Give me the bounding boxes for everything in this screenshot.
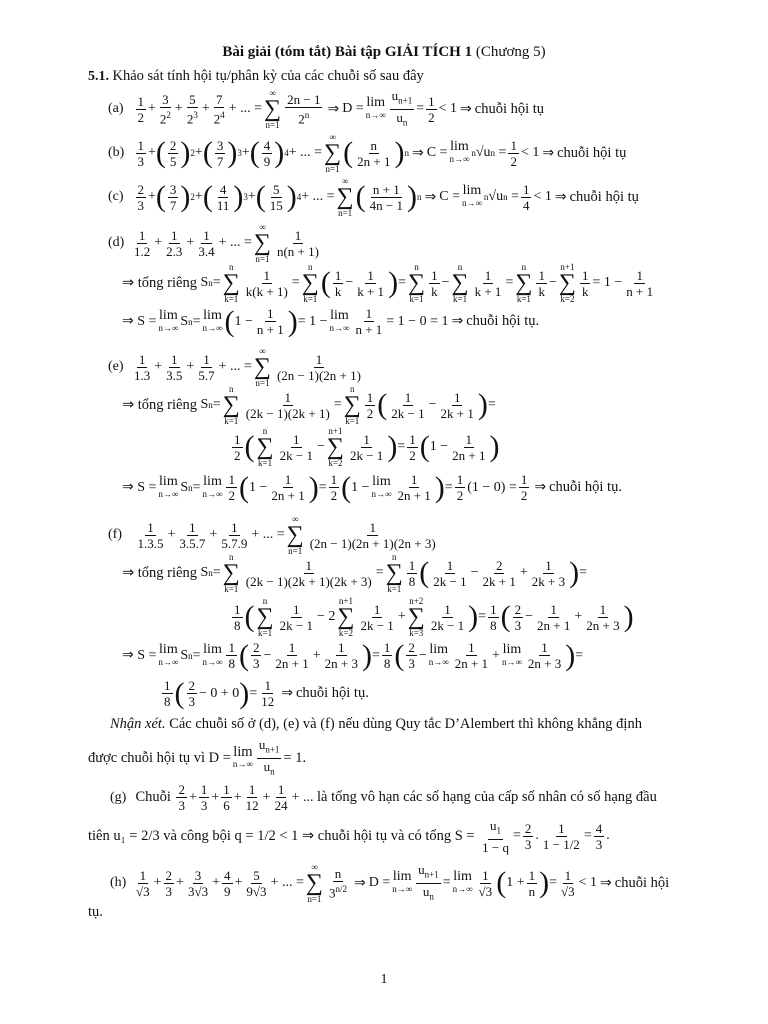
remark: Nhận xét. Các chuỗi số ở (d), (e) và (f) nếu dùng Quy tắc D’Alembert thì không khẳng định được chuỗi hội tụ vì D = lim n→∞ $\frac{u_{n+1}}{u_n}$ = 1. bbox=[88, 716, 642, 777]
item-h-tail bbox=[88, 904, 103, 921]
item-f-label: (f) bbox=[108, 527, 122, 542]
remark-text-2: được chuỗi hội tụ vì bbox=[88, 749, 206, 766]
item-a-label: (a) bbox=[108, 101, 124, 117]
problem-statement bbox=[88, 68, 424, 85]
item-a: (a) $\frac{1}{2}$ + $\frac{3}{2^2}$ + $\frac{5}{2^3}$ + $\frac{7}{2^4}$ + ... = ∞ ∑ n=1 $\frac{2n - 1}{2^n}$ ⇒ D = lim n→∞ $\frac{u_{n+1}}{u_n}$ = $\frac{1}{2}$ < 1 ⇒ chuỗi hội tụ bbox=[108, 88, 545, 131]
item-g-text-1: Chuỗi bbox=[135, 789, 171, 805]
item-h-tail-text: tụ. bbox=[88, 904, 103, 920]
item-f-partial-label: ⇒ tổng riêng bbox=[122, 564, 197, 581]
remark-text-1: Các chuỗi số ở (d), (e) và (f) nếu dùng Quy tắc D’Alembert thì không khẳng định bbox=[169, 716, 642, 732]
item-g-cont: tiên u₁ = 2/3 và công bội q = 1/2 < 1 ⇒ chuỗi hội tụ và có tổng S = $\frac{u_1}{1 - q}$ = $\frac{2}{3}$ . $\frac{1}{1 - 1/2}$ = $\frac{4}{3}$ . bbox=[88, 818, 610, 855]
item-e-partial-label: ⇒ tổng riêng bbox=[122, 396, 197, 413]
item-d-limit: ⇒ S = lim n→∞ S n = lim n→∞ ( 1 − $\frac{1}{n + 1}$ ) = 1 − lim n→∞ $\frac{1}{n + 1}$ = 1 − 0 = 1 ⇒ chuỗi hội tụ. bbox=[122, 304, 540, 338]
problem-text: Khảo sát tính hội tụ/phân kỳ của các chuỗi số sau đây bbox=[112, 68, 424, 84]
remark-lead: Nhận xét. bbox=[110, 716, 166, 732]
page-title bbox=[0, 44, 768, 61]
item-g-label: (g) bbox=[110, 789, 127, 805]
item-f-partial-sum: ⇒ tổng riêng S n = n ∑ k=1 $\frac{1}{(2k - 1)(2k + 1)(2k + 3)}$ = n ∑ k=1 $\frac{1}{8}$ ( $\frac{1}{2k - 1}$ − $\frac{2}{2k + 1}$ + $\frac{1}{2k + 3}$ ) = bbox=[122, 552, 588, 594]
item-e-label: (e) bbox=[108, 359, 124, 374]
item-f-conclusion: chuỗi hội tụ. bbox=[295, 685, 369, 701]
item-g: (g) Chuỗi $\frac{2}{3}$ + $\frac{1}{3}$ + $\frac{1}{6}$ + $\frac{1}{12}$ + $\frac{1}{24}$ + ... là tổng vô hạn các số hạng của cấp số nhân có số hạng đầu bbox=[110, 782, 657, 813]
item-b-conclusion: chuỗi hội tụ bbox=[557, 144, 627, 161]
item-f-limit: ⇒ S = lim n→∞ S n = lim n→∞ $\frac{1}{8}$ ( $\frac{2}{3}$ − $\frac{1}{2n + 1}$ + $\frac{1}{2n + 3}$ ) = $\frac{1}{8}$ ( $\frac{2}{3}$ − lim n→∞ $\frac{1}{2n + 1}$ + lim n→∞ $\frac{1}{2n + 3}$ ) = bbox=[122, 638, 584, 672]
item-e-partial-sum-cont: $\frac{1}{2}$ ( n ∑ k=1 $\frac{1}{2k - 1}$ − n+1 ∑ k=2 $\frac{1}{2k - 1}$ ) = $\frac{1}{2}$ ( 1 − $\frac{1}{2n + 1}$ ) bbox=[234, 426, 500, 468]
item-f-result: $\frac{1}{8}$ ( $\frac{2}{3}$ − 0 + 0 ) = $\frac{1}{12}$ ⇒ chuỗi hội tụ. bbox=[164, 676, 369, 710]
problem-number: 5.1. bbox=[88, 68, 109, 84]
item-f: (f) $\frac{1}{1.3.5}$ + $\frac{1}{3.5.7}$ + $\frac{1}{5.7.9}$ + ... = ∞ ∑ n=1 $\frac{1}{(2n - 1)(2n + 1)(2n + 3)}$ bbox=[108, 514, 436, 556]
item-b-label: (b) bbox=[108, 145, 125, 160]
item-c: (c) $\frac{2}{3}$ + ( $\frac{3}{7}$ ) 2 + ( $\frac{4}{11}$ ) 3 + ( $\frac{5}{15}$ ) 4 + ... = ∞ ∑ n=1 ( $\frac{n + 1}{4n - 1}$ ) n ⇒ C = lim n→∞ n √u n = $\frac{1}{4}$ < 1 ⇒ chuỗi hội tụ bbox=[108, 176, 639, 218]
item-g-text-2: là tổng vô hạn các số hạng của cấp số nhân có số hạng đầu bbox=[316, 789, 657, 805]
item-h-label: (h) bbox=[110, 875, 127, 891]
item-h-conclusion: chuỗi hội bbox=[614, 874, 670, 891]
item-d: (d) $\frac{1}{1.2}$ + $\frac{1}{2.3}$ + $\frac{1}{3.4}$ + ... = ∞ ∑ n=1 $\frac{1}{n(n + 1)}$ bbox=[108, 222, 319, 264]
item-e-conclusion: chuỗi hội tụ. bbox=[549, 479, 622, 495]
item-d-partial-label: ⇒ tổng riêng bbox=[122, 274, 197, 291]
title-tail: (Chương 5) bbox=[475, 44, 546, 60]
item-a-conclusion: chuỗi hội tụ bbox=[474, 100, 545, 117]
title-bold: Bài giải (tóm tắt) Bài tập GIẢI TÍCH 1 bbox=[222, 44, 473, 60]
item-e: (e) $\frac{1}{1.3}$ + $\frac{1}{3.5}$ + $\frac{1}{5.7}$ + ... = ∞ ∑ n=1 $\frac{1}{(2n - 1)(2n + 1)}$ bbox=[108, 346, 361, 388]
item-c-label: (c) bbox=[108, 189, 124, 204]
item-g-text-3: tiên u₁ = 2/3 và công bội q = 1/2 < 1 ⇒ chuỗi hội tụ và có tổng S = bbox=[88, 827, 475, 844]
page-number: 1 bbox=[380, 972, 388, 987]
item-d-partial-sum: ⇒ tổng riêng S n = n ∑ k=1 $\frac{1}{k(k + 1)}$ = n ∑ k=1 ( $\frac{1}{k}$ − $\frac{1}{k + 1}$ ) = n ∑ k=1 $\frac{1}{k}$ − n ∑ k=1 $\frac{1}{k + 1}$ = n ∑ k=1 $\frac{1}{k}$ − n+1 ∑ k=2 $\frac{1}{k}$ = 1 − $\frac{1}{n + 1}$ bbox=[122, 262, 654, 304]
item-e-limit: ⇒ S = lim n→∞ S n = lim n→∞ $\frac{1}{2}$ ( 1 − $\frac{1}{2n + 1}$ ) = $\frac{1}{2}$ ( 1 − lim n→∞ $\frac{1}{2n + 1}$ ) = $\frac{1}{2}$ (1 − 0) = $\frac{1}{2}$ ⇒ chuỗi hội tụ. bbox=[122, 470, 622, 504]
item-b: (b) $\frac{1}{3}$ + ( $\frac{2}{5}$ ) 2 + ( $\frac{3}{7}$ ) 3 + ( $\frac{4}{9}$ ) 4 + ... = ∞ ∑ n=1 ( $\frac{n}{2n + 1}$ ) n ⇒ C = lim n→∞ n √u n = $\frac{1}{2}$ < 1 ⇒ chuỗi hội tụ bbox=[108, 132, 627, 174]
item-d-label: (d) bbox=[108, 235, 125, 250]
item-f-partial-sum-cont: $\frac{1}{8}$ ( n ∑ k=1 $\frac{1}{2k - 1}$ − 2 n+1 ∑ k=2 $\frac{1}{2k - 1}$ + n+2 ∑ k=3 $\frac{1}{2k - 1}$ ) = $\frac{1}{8}$ ( $\frac{2}{3}$ − $\frac{1}{2n + 1}$ + $\frac{1}{2n + 3}$ ) bbox=[234, 596, 634, 638]
item-e-partial-sum: ⇒ tổng riêng S n = n ∑ k=1 $\frac{1}{(2k - 1)(2k + 1)}$ = n ∑ k=1 $\frac{1}{2}$ ( $\frac{1}{2k - 1}$ − $\frac{1}{2k + 1}$ ) = bbox=[122, 384, 496, 426]
item-d-conclusion: chuỗi hội tụ. bbox=[466, 313, 540, 329]
item-h: (h) $\frac{1}{√3}$ + $\frac{2}{3}$ + $\frac{3}{3√3}$ + $\frac{4}{9}$ + $\frac{5}{9√3}$ + ... = ∞ ∑ n=1 $\frac{n}{3^{n/2}}$ ⇒ D = lim n→∞ $\frac{u_{n+1}}{u_n}$ = lim n→∞ $\frac{1}{√3}$ ( 1 + $\frac{1}{n}$ ) = $\frac{1}{√3}$ < 1 ⇒ chuỗi hội bbox=[110, 862, 670, 905]
item-c-conclusion: chuỗi hội tụ bbox=[569, 188, 639, 205]
